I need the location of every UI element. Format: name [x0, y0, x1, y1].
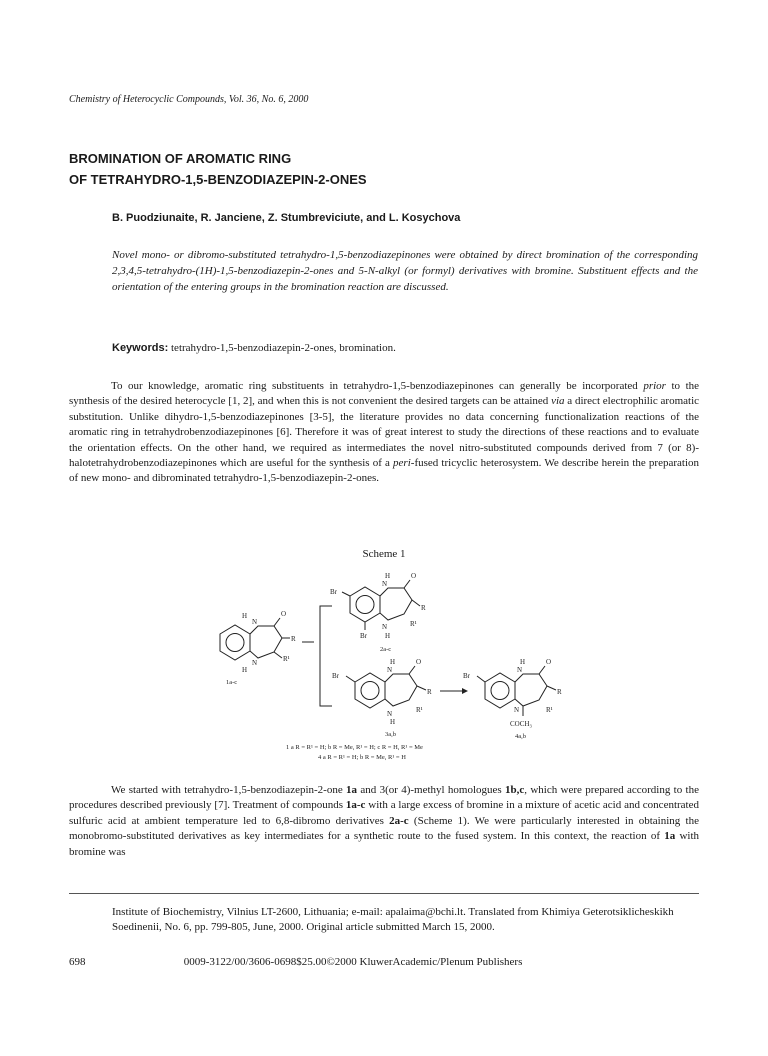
compound-ref-1ac: 1a-c [345, 799, 366, 812]
compound-ref-2ac: 2a-c [389, 814, 409, 827]
label-n-bottom-4: N [514, 706, 520, 714]
compound-ref-1a: 1a [346, 784, 358, 796]
journal-header: Chemistry of Heterocyclic Compounds, Vol. 36, No. 6, 2000 [69, 94, 309, 105]
label-o-2: O [411, 572, 417, 580]
keywords-line [112, 342, 396, 354]
results-text-4: with a large excess of bromine in a mixture of acetic acid and concentrated sulfuric acid at ambient temperature led to 6,8-dibromo derivatives [69, 799, 699, 827]
intro-text-4: fused tricyclic heterosystem. We describe herein the preparation of new mono- and dibrominated tetrahydro-1,5-benzodiazepin-2-ones. [69, 457, 699, 485]
label-n-top-4: N [517, 666, 523, 674]
label-r1-3: R¹ [416, 706, 423, 714]
intro-italic-via: via [551, 395, 565, 408]
intro-text-1: To our knowledge, aromatic ring substituents in tetrahydro-1,5-benzodiazepinones can generally be incorporated [111, 380, 644, 392]
label-br-3: Br [332, 672, 339, 680]
results-text-2: and 3(or 4)-methyl homologues [357, 784, 505, 796]
compound-label-3: 3a,b [385, 731, 397, 738]
scheme-legend-1: 1 a R = R¹ = H; b R = Me, R¹ = H; c R = H, R¹ = Me [286, 744, 423, 751]
label-h-top-4: H [520, 658, 526, 666]
intro-paragraph [69, 379, 699, 487]
author-list: B. Puodziunaite, R. Janciene, Z. Stumbreviciute, and L. Kosychova [112, 212, 461, 224]
compound-ref-1bc: 1b,c [505, 784, 525, 796]
label-r1-1: R¹ [283, 655, 290, 663]
label-o-1: O [281, 610, 287, 618]
label-coch3-4: COCH₃ [510, 720, 532, 728]
label-h-top-2: H [385, 572, 391, 580]
results-text-3: , which were prepared according to the procedures described previously [7]. Treatment of compounds [69, 784, 699, 812]
label-o-4: O [546, 658, 552, 666]
paper-title [69, 148, 709, 190]
keywords-text: tetrahydro-1,5-benzodiazepin-2-ones, bromination. [171, 342, 396, 354]
intro-italic-prior: prior [643, 380, 666, 392]
abstract: Novel mono- or dibromo-substituted tetrahydro-1,5-benzodiazepinones were obtained by direct bromination of the corresponding 2,3,4,5-tetrahydro-(1H)-1,5-benzodiazepin-2-ones and 5-N-alkyl (or formyl) derivatives with bromine. Substituent effects and the orientation of the entering groups in the bromination reaction are discussed. [112, 249, 698, 293]
affiliation-footnote: Institute of Biochemistry, Vilnius LT-2600, Lithuania; e-mail: apalaima@bchi.lt. Translated from Khimiya Geterotsiklicheskikh Soedinenii, No. 6, pp. 799-805, June, 2000. Original article submitted March 15, 2000. [112, 906, 674, 933]
results-text-5: (Scheme 1). We were particularly interested in obtaining the monobromo-substituted derivatives as key intermediates for a synthetic route to the fused system. In this context, the reaction of [69, 814, 699, 843]
results-text-1: We started with tetrahydro-1,5-benzodiazepin-2-one [111, 784, 347, 796]
compound-3-structure [332, 658, 432, 738]
compound-4-structure [463, 658, 562, 740]
compound-2-structure [330, 572, 426, 653]
title-line-1: BROMINATION OF AROMATIC RING [69, 151, 292, 166]
label-n-bottom-3: N [387, 710, 393, 718]
intro-italic-peri: peri- [393, 457, 415, 470]
scheme-legend-2: 4 a R = R¹ = H; b R = Me, R¹ = H [318, 754, 406, 761]
label-h-bottom-3: H [390, 718, 396, 726]
compound-label-4: 4a,b [515, 733, 527, 740]
label-r-3: R [427, 688, 432, 696]
label-h-bottom-1: H [242, 666, 248, 674]
label-r1-4: R¹ [546, 706, 553, 714]
page-footer [69, 956, 522, 968]
label-r-4: R [557, 688, 562, 696]
results-paragraph [69, 783, 699, 860]
reaction-scheme [190, 566, 590, 766]
scheme-drawing [190, 566, 590, 766]
label-br-2a: Br [330, 588, 337, 596]
intro-text-2: to the synthesis of the desired heterocycle [1, 2], and when this is not convenient the desired targets can be attained [69, 380, 700, 408]
label-n-top-3: N [387, 666, 393, 674]
compound-1-structure [220, 610, 296, 686]
compound-label-2: 2a-c [380, 646, 392, 653]
scheme-label: Scheme 1 [362, 548, 406, 560]
label-r-1: R [291, 635, 296, 643]
page-number: 698 [69, 956, 86, 968]
footnote-divider [69, 893, 699, 894]
label-br-4: Br [463, 672, 470, 680]
label-h-top-3: H [390, 658, 396, 666]
title-line-2: OF TETRAHYDRO-1,5-BENZODIAZEPIN-2-ONES [69, 172, 367, 187]
label-h-top-1: H [242, 612, 248, 620]
label-nh-top-1: N [252, 618, 258, 626]
label-br-2b: Br [360, 632, 367, 640]
label-n-top-2: N [382, 580, 388, 588]
compound-ref-1a-second: 1a [664, 830, 676, 843]
label-o-3: O [416, 658, 422, 666]
compound-label-1: 1a-c [226, 679, 238, 686]
intro-text-3: a direct electrophilic aromatic substitution. Unlike dihydro-1,5-benzodiazepinones [3-5], the literature provides no data concerning functionalization reactions of the aromatic ring in tetrahydrobenzodiazepinones [6]. Therefore it was of great interest to study the directions of these reactions and to evaluate the orientation effects. On the other hand, we required as intermediates the novel nitro-substituted compounds derived from 7 (or 8)-halotetrahydrobenzodiazepinones which are useful for the synthesis of a [69, 395, 700, 470]
label-n-bottom-1: N [252, 659, 258, 667]
publisher-line: 0009-3122/00/3606-0698$25.00©2000 KluwerAcademic/Plenum Publishers [183, 956, 523, 968]
label-n-bottom-2: N [382, 623, 388, 631]
label-h-bottom-2: H [385, 632, 391, 640]
results-text-6: with bromine was [69, 830, 699, 858]
label-r-2: R [421, 604, 426, 612]
label-r1-2: R¹ [410, 620, 417, 628]
keywords-label: Keywords: [112, 342, 169, 354]
